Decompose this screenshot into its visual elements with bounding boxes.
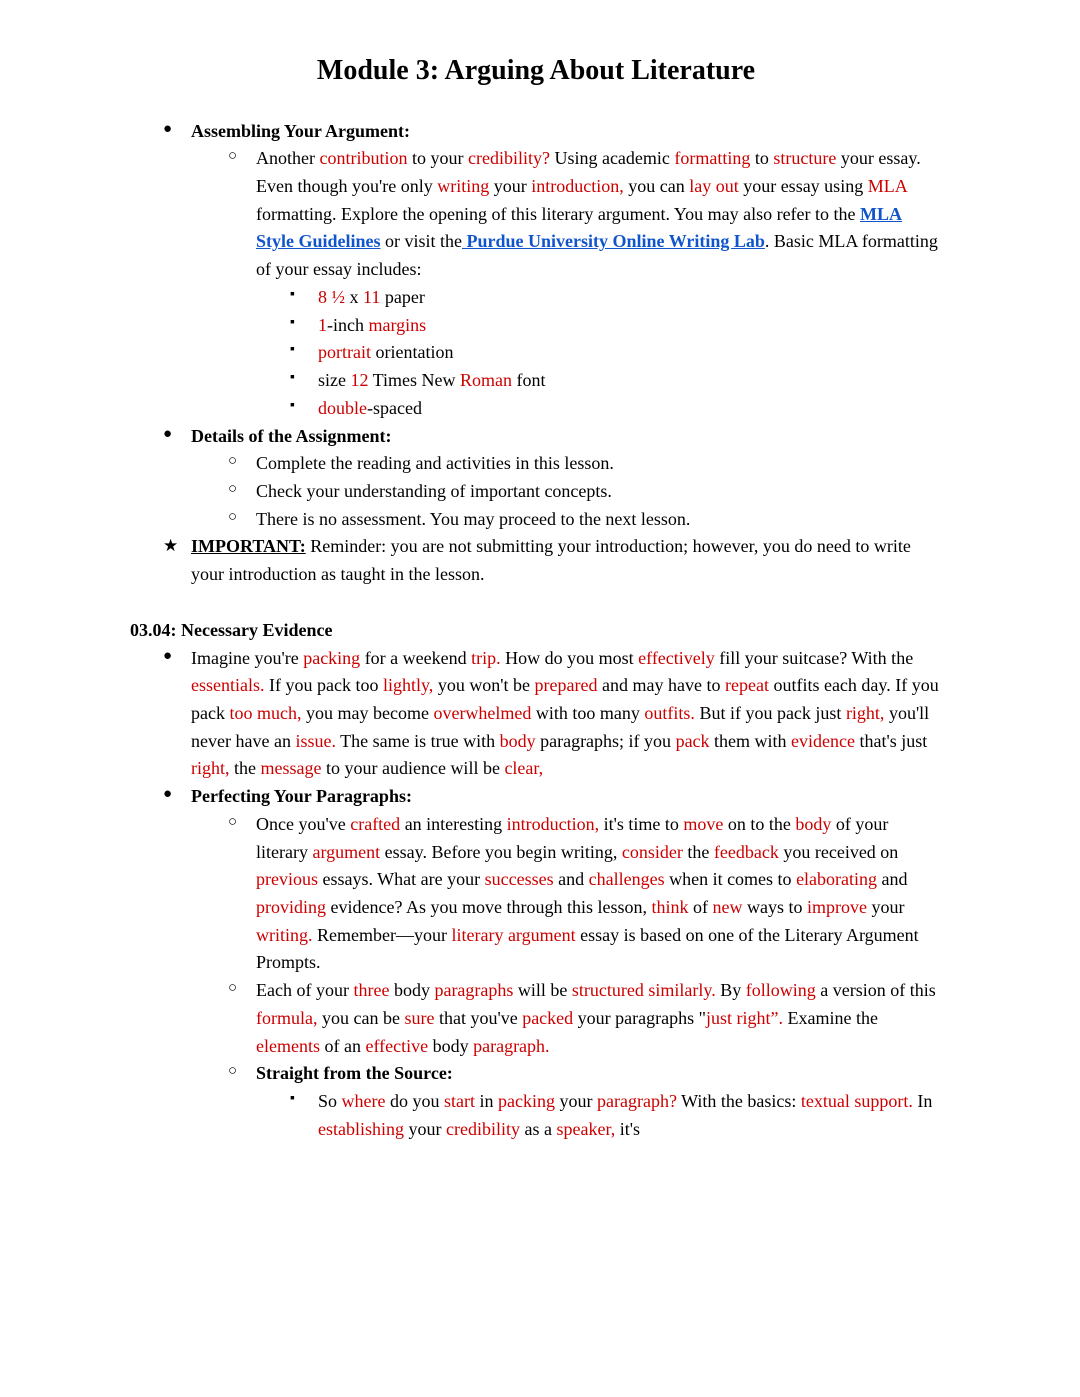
text-run: formula, xyxy=(256,1007,318,1028)
text-run: feedback xyxy=(713,841,779,862)
paragraph-text xyxy=(256,1060,942,1088)
text-run: 1 xyxy=(318,314,327,335)
text-run: There is no assessment. You may proceed to the next lesson. xyxy=(256,508,691,529)
disc-bullet-marker: ● xyxy=(163,647,173,664)
list-item xyxy=(130,1060,942,1088)
text-run: on to the xyxy=(723,813,796,834)
circle-bullet-marker: ○ xyxy=(228,480,238,497)
text-run: paper xyxy=(380,286,425,307)
text-run: literary argument xyxy=(451,924,576,945)
text-run: Check your understanding of important concepts. xyxy=(256,480,612,501)
text-run: elements xyxy=(256,1035,320,1056)
list-item xyxy=(130,506,942,534)
text-run: outfits. xyxy=(644,702,695,723)
paragraph-text xyxy=(191,533,942,588)
text-run: message xyxy=(260,758,322,779)
paragraph-text xyxy=(318,367,942,395)
square-bullet-marker: ▪ xyxy=(290,286,295,302)
text-run: improve xyxy=(806,897,867,917)
text-run: three xyxy=(353,980,390,1001)
list-item xyxy=(130,645,942,784)
text-run: repeat xyxy=(724,675,769,696)
text-run: introduction, xyxy=(531,176,624,197)
text-run: textual support. xyxy=(800,1091,913,1112)
text-run: previous xyxy=(256,869,318,890)
list-item xyxy=(130,367,942,395)
paragraph-text xyxy=(318,339,942,367)
text-run: Another xyxy=(256,148,320,169)
text-run: essays. What are your xyxy=(318,869,485,890)
text-run: Times New xyxy=(368,370,461,391)
blank-line xyxy=(130,589,942,617)
paragraph-text xyxy=(191,423,942,451)
text-run: packed xyxy=(522,1007,574,1028)
text-run: packing xyxy=(303,647,361,668)
circle-bullet-marker: ○ xyxy=(228,980,238,997)
text-run: Each of your xyxy=(256,980,354,1001)
text-run: body xyxy=(795,813,832,834)
text-run: outfits each day. If you pack xyxy=(191,675,939,723)
text-run: when it comes to xyxy=(664,869,797,890)
text-run: of an xyxy=(319,1035,366,1056)
circle-bullet-marker: ○ xyxy=(228,453,238,470)
section-heading xyxy=(130,617,942,645)
text-run: The same is true with xyxy=(335,730,500,751)
text-run: of your literary xyxy=(256,813,889,862)
text-run: writing. xyxy=(256,924,313,945)
paragraph-text xyxy=(256,977,942,1060)
text-run: to your xyxy=(407,148,468,169)
star-bullet-marker: ★ xyxy=(163,536,179,556)
text-run: Reminder: you are not submitting your introduction; however, you do need to write your introduction as taught in the lesson. xyxy=(191,536,911,585)
text-run: In xyxy=(912,1091,933,1112)
text-run: font xyxy=(512,370,546,391)
text-run: new xyxy=(712,897,743,917)
text-run: challenges xyxy=(588,869,665,890)
paragraph-text xyxy=(191,645,942,784)
list-item xyxy=(130,284,942,312)
text-run: or visit the xyxy=(380,231,463,252)
text-run: too much, xyxy=(229,702,302,723)
paragraph-text xyxy=(191,118,942,146)
circle-bullet-marker: ○ xyxy=(228,813,238,830)
list-item xyxy=(130,339,942,367)
text-run: to xyxy=(750,148,774,169)
text-run: formatting. Explore the opening of this literary argument. You may also refer to the xyxy=(256,203,861,224)
text-run: paragraph? xyxy=(597,1091,677,1112)
list-item xyxy=(130,478,942,506)
text-run: will be xyxy=(513,980,572,1001)
list-item xyxy=(130,977,942,1060)
text-run: 12 xyxy=(350,370,369,391)
text-run: lay out xyxy=(689,176,739,197)
text-run: Straight from the Source: xyxy=(256,1063,453,1084)
text-run: sure xyxy=(404,1007,435,1028)
text-run: evidence? As you move through this lesson, xyxy=(326,897,652,917)
text-run: By xyxy=(715,980,746,1001)
text-run: Using academic xyxy=(549,148,675,169)
text-run: your essay. Even though you're only xyxy=(256,148,921,197)
paragraph-text xyxy=(256,145,942,284)
text-run: your xyxy=(489,176,532,197)
text-run: move xyxy=(683,813,724,834)
text-run: essay. Before you begin writing, xyxy=(380,841,622,862)
text-run: introduction, xyxy=(506,813,600,834)
text-run: that's just xyxy=(855,730,928,751)
text-run: start xyxy=(444,1091,475,1112)
text-run: a version of this xyxy=(815,980,936,1001)
text-run: Remember—your xyxy=(312,924,452,945)
text-run: MLA xyxy=(867,176,907,197)
text-run: you may become xyxy=(301,702,434,723)
text-run: evidence xyxy=(791,730,856,751)
text-run: do you xyxy=(385,1091,444,1112)
text-run: right, xyxy=(845,702,885,723)
paragraph-text xyxy=(256,811,942,977)
text-run: them with xyxy=(709,730,792,751)
text-run: structure xyxy=(773,148,837,169)
text-run: lightly, xyxy=(382,675,434,696)
text-run: margins xyxy=(368,314,427,335)
text-run: the xyxy=(682,841,714,862)
text-run: you won't be xyxy=(433,675,535,696)
square-bullet-marker: ▪ xyxy=(290,1091,295,1107)
text-run: it's time to xyxy=(599,813,684,834)
list-item xyxy=(130,423,942,451)
text-run: your xyxy=(404,1118,446,1139)
text-run: body xyxy=(389,980,435,1001)
text-run: following xyxy=(745,980,816,1001)
text-run: you can xyxy=(623,176,690,197)
paragraph-text xyxy=(256,478,942,506)
text-run: Complete the reading and activities in this lesson. xyxy=(256,453,614,474)
paragraph-text xyxy=(318,312,942,340)
text-run: paragraph. xyxy=(473,1035,550,1056)
text-run: But if you pack just xyxy=(694,702,846,723)
text-run: you'll never have an xyxy=(191,702,930,751)
mla-style-guidelines-link[interactable]: MLA Style Guidelines xyxy=(256,203,903,252)
text-run: where xyxy=(341,1091,386,1112)
list-item xyxy=(130,450,942,478)
text-run: with too many xyxy=(531,702,645,723)
text-run: structured similarly. xyxy=(571,980,716,1001)
paragraph-text xyxy=(318,395,942,423)
text-run: prepared xyxy=(534,675,598,696)
text-run: of xyxy=(688,897,713,917)
list-item xyxy=(130,395,942,423)
text-run: double xyxy=(318,397,367,418)
text-run: successes xyxy=(484,869,554,890)
text-run: formatting xyxy=(674,148,751,169)
text-run: your xyxy=(866,897,905,917)
paragraph-text xyxy=(318,1088,942,1143)
text-run: consider xyxy=(621,841,683,862)
square-bullet-marker: ▪ xyxy=(290,397,295,413)
text-run: Details of the Assignment: xyxy=(191,425,392,446)
text-run: portrait xyxy=(318,342,371,363)
disc-bullet-marker: ● xyxy=(163,786,173,803)
text-run: in xyxy=(475,1091,499,1112)
text-run: IMPORTANT: xyxy=(191,536,306,557)
paragraph-text xyxy=(318,284,942,312)
square-bullet-marker: ▪ xyxy=(290,342,295,358)
text-run: ways to xyxy=(742,897,807,917)
text-run: providing xyxy=(256,897,326,917)
text-run: body xyxy=(499,730,536,751)
document-body xyxy=(130,118,942,1144)
text-run: Examine the xyxy=(782,1007,878,1028)
text-run: contribution xyxy=(319,148,408,169)
text-run: essay is based on one of the Literary Argument Prompts. xyxy=(256,924,919,973)
list-item xyxy=(130,118,942,146)
text-run: 8 ½ xyxy=(318,286,345,307)
text-run: If you pack too xyxy=(264,675,383,696)
text-run: overwhelmed xyxy=(433,702,532,723)
text-run: Imagine you're xyxy=(191,647,304,668)
text-run: 03.04: Necessary Evidence xyxy=(130,619,333,640)
text-run: fill your suitcase? With the xyxy=(714,647,914,668)
text-run: right, xyxy=(191,758,230,779)
text-run: crafted xyxy=(350,813,401,834)
text-run: just right”. xyxy=(705,1007,783,1028)
text-run: elaborating xyxy=(796,869,878,890)
text-run: credibility? xyxy=(467,148,550,169)
paragraph-text xyxy=(191,783,942,811)
text-run: effective xyxy=(365,1035,429,1056)
disc-bullet-marker: ● xyxy=(163,120,173,137)
text-run: -spaced xyxy=(367,397,422,418)
list-item xyxy=(130,145,942,284)
paragraph-text xyxy=(256,450,942,478)
text-run: and xyxy=(877,869,908,890)
text-run: trip. xyxy=(471,647,501,668)
text-run: you received on xyxy=(778,841,899,862)
circle-bullet-marker: ○ xyxy=(228,508,238,525)
document-title: Module 3: Arguing About Literature xyxy=(316,55,756,86)
purdue-owl-link[interactable]: Purdue University Online Writing Lab xyxy=(462,231,765,252)
square-bullet-marker: ▪ xyxy=(290,370,295,386)
text-run: . Basic MLA formatting of your essay includes: xyxy=(256,231,938,280)
list-item xyxy=(130,811,942,977)
text-run: packing xyxy=(498,1091,555,1112)
paragraph-text xyxy=(130,617,942,645)
text-run: as a xyxy=(519,1118,557,1139)
text-run: Once you've xyxy=(256,813,351,834)
text-run: writing xyxy=(437,176,490,197)
circle-bullet-marker: ○ xyxy=(228,1063,238,1080)
text-run: Assembling Your Argument: xyxy=(191,120,411,141)
text-run: -inch xyxy=(327,314,369,335)
text-run: think xyxy=(651,897,689,917)
text-run: x xyxy=(345,286,363,307)
paragraph-text xyxy=(256,506,942,534)
text-run: credibility xyxy=(446,1118,520,1139)
text-run: paragraphs; if you xyxy=(535,730,676,751)
list-item xyxy=(130,783,942,811)
text-run: the xyxy=(229,758,261,779)
circle-bullet-marker: ○ xyxy=(228,148,238,165)
text-run: your essay using xyxy=(738,176,868,197)
text-run: size xyxy=(318,370,351,391)
text-run: establishing xyxy=(318,1118,404,1139)
list-item xyxy=(130,533,942,588)
text-run: you can be xyxy=(317,1007,405,1028)
text-run: How do you most xyxy=(500,647,639,668)
text-run: argument xyxy=(312,841,381,862)
text-run: and may have to xyxy=(597,675,725,696)
text-run: for a weekend xyxy=(360,647,472,668)
text-run: issue. xyxy=(295,730,336,751)
text-run: Roman xyxy=(460,370,513,391)
text-run: it's xyxy=(615,1118,640,1139)
text-run: clear, xyxy=(504,758,544,779)
text-run: essentials. xyxy=(191,675,265,696)
text-run: pack xyxy=(675,730,710,751)
text-run: So xyxy=(318,1091,342,1112)
text-run: Perfecting Your Paragraphs: xyxy=(191,786,412,807)
text-run: orientation xyxy=(370,342,454,363)
text-run: that you've xyxy=(434,1007,523,1028)
square-bullet-marker: ▪ xyxy=(290,314,295,330)
text-run: speaker, xyxy=(556,1118,616,1139)
list-item xyxy=(130,312,942,340)
text-run: an interesting xyxy=(400,813,507,834)
text-run: and xyxy=(553,869,589,890)
text-run: to your audience will be xyxy=(321,758,505,779)
text-run: With the basics: xyxy=(676,1091,801,1112)
text-run: effectively xyxy=(638,647,715,668)
text-run: paragraphs xyxy=(434,980,514,1001)
disc-bullet-marker: ● xyxy=(163,425,173,442)
text-run: body xyxy=(428,1035,474,1056)
text-run: your xyxy=(555,1091,597,1112)
text-run: 11 xyxy=(363,286,381,307)
text-run: your paragraphs " xyxy=(573,1007,706,1028)
list-item xyxy=(130,1088,942,1143)
